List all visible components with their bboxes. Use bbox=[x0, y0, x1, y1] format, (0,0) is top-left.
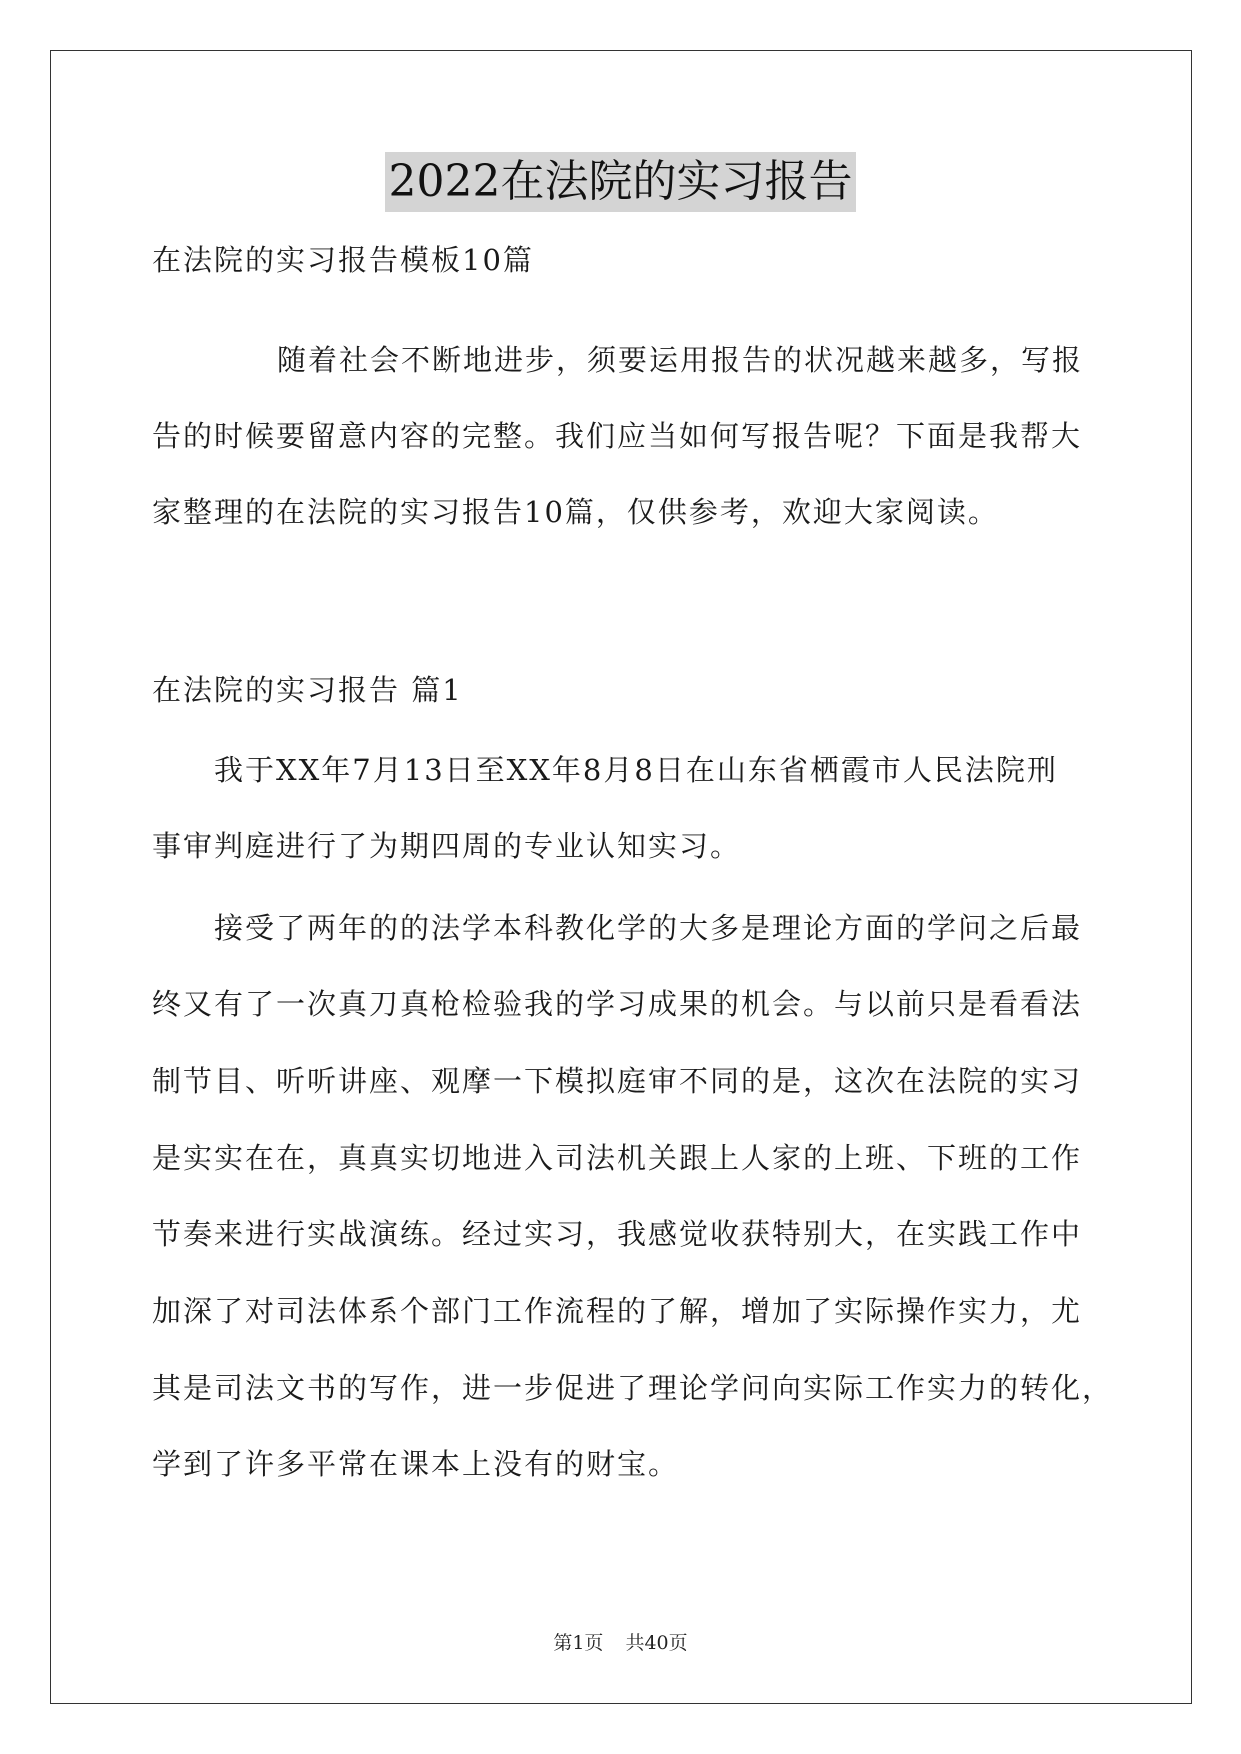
paragraph-2-line-8: 学到了许多平常在课本上没有的财宝。 bbox=[152, 1447, 680, 1481]
total-pages: 共40页 bbox=[625, 1632, 688, 1654]
intro-line-1: 随着社会不断地进步，须要运用报告的状况越来越多，写报 bbox=[277, 343, 1084, 377]
paragraph-2-line-6: 加深了对司法体系个部门工作流程的了解，增加了实际操作实力，尤 bbox=[152, 1294, 1083, 1328]
paragraph-2-line-2: 终又有了一次真刀真枪检验我的学习成果的机会。与以前只是看看法 bbox=[152, 987, 1083, 1021]
section-heading: 在法院的实习报告 篇1 bbox=[152, 673, 463, 707]
paragraph-2-line-5: 节奏来进行实战演练。经过实习，我感觉收获特别大，在实践工作中 bbox=[152, 1217, 1083, 1251]
intro-line-3: 家整理的在法院的实习报告10篇，仅供参考，欢迎大家阅读。 bbox=[152, 495, 999, 529]
paragraph-1-line-1: 我于XX年7月13日至XX年8月8日在山东省栖霞市人民法院刑 bbox=[214, 753, 1058, 787]
intro-line-2: 告的时候要留意内容的完整。我们应当如何写报告呢？下面是我帮大 bbox=[152, 419, 1083, 453]
paragraph-2-line-3: 制节目、听听讲座、观摩一下模拟庭审不同的是，这次在法院的实习 bbox=[152, 1064, 1083, 1098]
title-container bbox=[0, 152, 1241, 212]
page-footer bbox=[0, 1630, 1241, 1656]
document-title: 2022在法院的实习报告 bbox=[385, 152, 857, 212]
paragraph-2-line-4: 是实实在在，真真实切地进入司法机关跟上人家的上班、下班的工作 bbox=[152, 1141, 1083, 1175]
page-number: 第1页 bbox=[553, 1632, 604, 1654]
paragraph-1-line-2: 事审判庭进行了为期四周的专业认知实习。 bbox=[152, 829, 742, 863]
paragraph-2-line-7: 其是司法文书的写作，进一步促进了理论学问向实际工作实力的转化， bbox=[152, 1371, 1114, 1405]
paragraph-2-line-1: 接受了两年的的法学本科教化学的大多是理论方面的学问之后最 bbox=[214, 911, 1083, 945]
document-subtitle: 在法院的实习报告模板10篇 bbox=[152, 243, 534, 277]
